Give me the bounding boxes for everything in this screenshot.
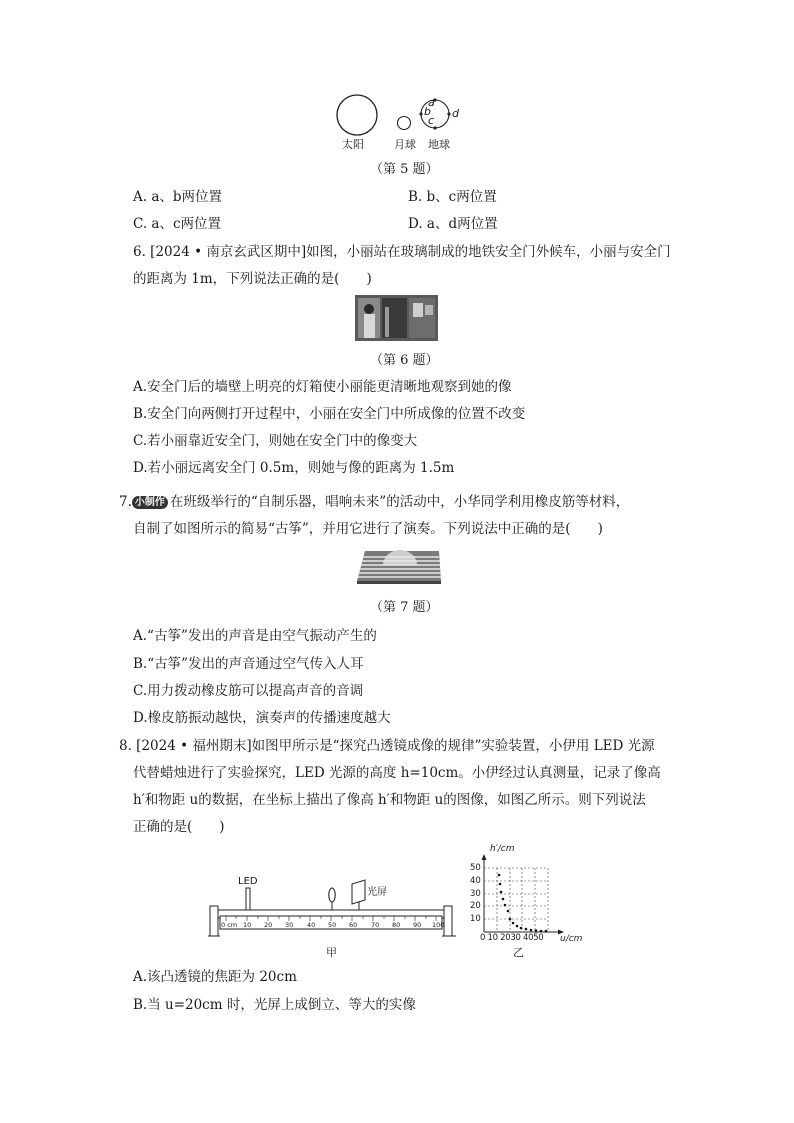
y-axis-label: h′/cm [490,844,515,854]
y-tick-20: 20 [470,901,481,911]
q6-option-c: C.若小丽靠近安全门，则她在安全门中的像变大 [133,433,418,449]
scale-80: 80 [392,921,401,929]
q6-option-b: B.安全门向两侧打开过程中，小丽在安全门中所成像的位置不改变 [133,406,526,422]
label-moon: 月球 [394,138,416,151]
guzheng-photo [355,545,443,585]
q5-option-a: A. a、b两位置 [133,189,223,205]
y-tick-50: 50 [470,863,481,873]
q6-photo [355,295,438,341]
scale-40: 40 [307,921,316,929]
q5-option-b: B. b、c两位置 [408,189,497,205]
q5-caption: （第 5 题） [370,162,439,177]
scale-20: 20 [264,921,273,929]
label-sun: 太阳 [342,138,364,151]
x-ticks: 0 10 2030 4050 [480,933,544,943]
scale-60: 60 [349,921,358,929]
q7-option-d: D.橡皮筋振动越快，演奏声的传播速度越大 [133,710,391,726]
scale-0: 0 cm [221,921,238,929]
x-axis-label: u/cm [560,934,583,944]
q5-option-c: C. a、c两位置 [133,216,222,232]
screen-label: 光屏 [367,887,387,898]
scale-50: 50 [328,921,337,929]
graph-svg [468,842,590,942]
bench-scale [221,920,445,930]
scale-70: 70 [371,921,380,929]
q5-figure [330,92,470,154]
q6-option-a: A.安全门后的墙壁上明亮的灯箱使小丽能更清晰地观察到她的像 [133,379,512,395]
y-tick-40: 40 [470,876,481,886]
handmade-badge: 小制作 [132,496,168,509]
q8-stem-line2: 代替蜡烛进行了实验探究，LED 光源的高度 h=10cm。小伊经过认真测量，记录了像高 [133,765,661,781]
label-a: a [428,96,435,109]
scale-100: 100 [432,921,445,929]
q5-option-d: D. a、d两位置 [408,216,498,232]
q7-caption: （第 7 题） [370,600,439,615]
q7-option-a: A.“古筝”发出的声音是由空气振动产生的 [133,628,377,644]
scale-90: 90 [413,921,422,929]
q6-caption: （第 6 题） [370,353,439,368]
q8-option-a: A.该凸透镜的焦距为 20cm [133,969,297,985]
led-label: LED [238,876,258,887]
optical-bench-figure [208,872,458,960]
q6-stem-line2: 的距离为 1m，下列说法正确的是( ) [133,271,372,287]
q8-option-b: B.当 u=20cm 时，光屏上成倒立、等大的实像 [133,997,416,1013]
label-earth: 地球 [428,138,450,151]
image-height-graph [468,842,590,960]
y-tick-10: 10 [470,914,481,924]
q7-option-b: B.“古筝”发出的声音通过空气传入人耳 [133,656,364,672]
y-tick-30: 30 [470,889,481,899]
figure-yi-label: 乙 [513,946,524,959]
label-b: b [424,105,431,118]
q8-stem-line3: h′和物距 u的数据，在坐标上描出了像高 h′和物距 u的图像，如图乙所示。则下列说法 [133,792,646,808]
q7-option-c: C.用力拨动橡皮筋可以提高声音的音调 [133,683,364,699]
q7-stem-line2: 自制了如图所示的简易“古筝”，并用它进行了演奏。下列说法中正确的是( ) [133,521,603,537]
q6-stem-line1: 6. [2024 • 南京玄武区期中]如图，小丽站在玻璃制成的地铁安全门外候车，小丽与安全门 [133,244,671,260]
label-d: d [452,107,459,120]
q7-photo [355,545,443,585]
figure-jia-label: 甲 [326,946,337,959]
scale-10: 10 [243,921,252,929]
q6-option-d: D.若小丽远离安全门 0.5m，则她与像的距离为 1.5m [133,460,455,476]
scale-30: 30 [285,921,294,929]
label-c: c [428,114,435,127]
q8-stem-line1: 8. [2024 • 福州期末]如图甲所示是“探究凸透镜成像的规律”实验装置，小伊用 LED 光源 [119,738,655,754]
q7-stem-line1 [119,493,629,511]
q8-stem-line4: 正确的是( ) [133,819,225,835]
q7-stem-text1: 在班级举行的“自制乐器，唱响未来”的活动中，小华同学利用橡皮筋等材料， [169,494,630,510]
subway-door-photo [355,295,438,341]
q7-number: 7. [119,494,132,510]
